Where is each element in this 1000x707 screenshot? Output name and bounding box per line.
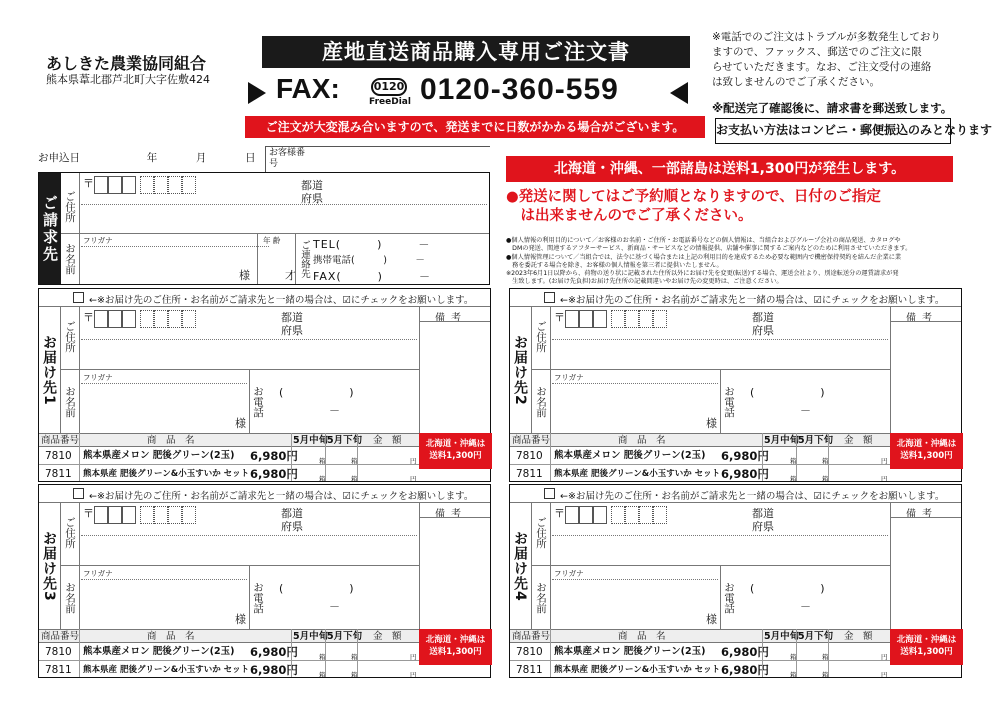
product-row <box>510 465 890 483</box>
product-code: 7811 <box>45 664 72 676</box>
product-row <box>510 447 890 465</box>
amount-unit[interactable]: 円 <box>881 653 888 661</box>
sama-label: 様 <box>235 613 246 626</box>
name-label: お名前 <box>64 243 76 275</box>
qty-unit[interactable]: 箱 <box>319 475 326 483</box>
amount-unit[interactable]: 円 <box>881 475 888 483</box>
phone-label: お電話 <box>723 582 735 614</box>
qty-unit[interactable]: 箱 <box>790 671 797 679</box>
postal-digit[interactable] <box>140 176 154 194</box>
requester-section <box>38 172 490 285</box>
org-name: あしきた農業協同組合 <box>46 54 207 73</box>
phone-dash: － <box>329 404 340 417</box>
product-row <box>510 643 890 661</box>
postal-digit[interactable] <box>653 310 667 328</box>
destination-title: お届け先3 <box>39 503 61 629</box>
product-code: 7810 <box>45 450 72 462</box>
fax-label: FAX: <box>276 73 340 104</box>
requester-title: ご請求先 <box>39 173 61 284</box>
date-month: 月 <box>195 152 207 164</box>
same-as-requester-checkbox[interactable] <box>73 292 84 303</box>
fax-number: 0120-360-559 <box>420 73 619 106</box>
amount-unit[interactable]: 円 <box>881 671 888 679</box>
invoice-notice: ※配送完了確認後に、請求書を郵送致します。 <box>712 101 953 115</box>
fee-line: 北海道・沖縄は <box>425 635 486 645</box>
product-name: 熊本県産メロン 肥後グリーン(2玉) <box>83 450 235 461</box>
same-as-requester-text: ←※お届け先のご住所・お名前がご請求先と一緒の場合は、☑にチェックをお願いします。 <box>89 491 474 502</box>
postal-digit[interactable] <box>625 310 639 328</box>
destination-title: お届け先2 <box>510 307 532 433</box>
qty-unit[interactable]: 箱 <box>319 671 326 679</box>
postal-digit[interactable] <box>154 506 168 524</box>
privacy-line: ●個人情報管理について／当組合では、法令に基づく場合または上記の利用目的を達成するため必要な範囲内で機密保持契約を結んだ企業に業 <box>506 253 902 261</box>
postal-digit[interactable] <box>140 310 154 328</box>
postal-digit[interactable] <box>122 506 136 524</box>
postal-mark: 〒 <box>83 177 94 190</box>
postal-digit[interactable] <box>182 176 196 194</box>
freedial-logo <box>365 78 415 108</box>
fee-line: 北海道・沖縄は <box>425 439 486 449</box>
age-unit: 才 <box>285 269 296 282</box>
name-label: お名前 <box>64 582 76 614</box>
product-row <box>510 661 890 679</box>
phone-label: お電話 <box>252 582 264 614</box>
same-as-requester-text: ←※お届け先のご住所・お名前がご請求先と一緒の場合は、☑にチェックをお願いします。 <box>560 491 945 502</box>
product-table-header <box>39 629 419 643</box>
date-day: 日 <box>245 152 256 164</box>
amount-unit[interactable]: 円 <box>410 653 417 661</box>
remarks-label: 備考 <box>435 509 467 520</box>
postal-digit[interactable] <box>639 506 653 524</box>
product-table-header <box>510 629 890 643</box>
qty-unit[interactable]: 箱 <box>351 457 358 465</box>
fax-field[interactable]: FAX( ) － <box>313 270 431 283</box>
notice-line: は致しませんのでご了承ください。 <box>712 76 880 88</box>
phone-paren[interactable]: ( ) <box>279 386 354 399</box>
sama-label: 様 <box>239 269 250 282</box>
pref-label-2: 府県 <box>301 192 323 205</box>
product-name: 熊本県産 肥後グリーン&小玉すいか セット <box>554 469 721 479</box>
sama-label: 様 <box>706 417 717 430</box>
product-price: 6,980円 <box>250 663 298 677</box>
pref-label: 都道 <box>752 507 774 520</box>
fee-line: 送料1,300円 <box>900 451 953 461</box>
col-name: 商 品 名 <box>618 631 666 642</box>
postal-digit[interactable] <box>611 310 625 328</box>
org-address: 熊本県葦北郡芦北町大字佐敷424 <box>46 73 210 86</box>
col-code: 商品番号 <box>41 631 80 642</box>
sama-label: 様 <box>235 417 246 430</box>
product-price: 6,980円 <box>721 663 769 677</box>
postal-digit[interactable] <box>94 310 108 328</box>
privacy-line: 務を委託する場合を除き、お客様の個人情報を第三者に提供いたしません。 <box>506 261 723 269</box>
notice-line: らせていただきます。なお、ご注文受付の連絡 <box>712 61 932 73</box>
destination-section-3 <box>38 484 491 678</box>
hokkaido-okinawa-fee <box>890 629 963 665</box>
postal-digit[interactable] <box>565 310 579 328</box>
qty-unit[interactable]: 箱 <box>351 475 358 483</box>
phone-paren[interactable]: ( ) <box>750 582 825 595</box>
postal-digit[interactable] <box>182 506 196 524</box>
col-name: 商 品 名 <box>147 631 195 642</box>
pref-label-2: 府県 <box>752 324 774 337</box>
destination-section-4 <box>509 484 962 678</box>
col-amount: 金 額 <box>373 631 402 642</box>
qty-unit[interactable]: 箱 <box>822 475 829 483</box>
col-mid-may: 5月中旬 <box>764 435 800 446</box>
postal-mark: 〒 <box>83 311 94 324</box>
product-name: 熊本県産 肥後グリーン&小玉すいか セット <box>554 665 721 675</box>
hokkaido-okinawa-fee <box>419 433 492 469</box>
col-code: 商品番号 <box>512 435 551 446</box>
pref-label-2: 府県 <box>752 520 774 533</box>
postal-digit[interactable] <box>154 310 168 328</box>
amount-unit[interactable]: 円 <box>881 457 888 465</box>
reservation-warning <box>506 188 966 226</box>
customer-number-field[interactable] <box>265 146 490 172</box>
remarks-label: 備考 <box>435 313 467 324</box>
product-price: 6,980円 <box>250 645 298 659</box>
same-as-requester-text: ←※お届け先のご住所・お名前がご請求先と一緒の場合は、☑にチェックをお願いします。 <box>89 295 474 306</box>
fax-row <box>248 72 688 112</box>
col-late-may: 5月下旬 <box>798 435 834 446</box>
privacy-line: DMの発送、関連するアフターサービス、新商品・サービスなどの情報提供、店舗や催事に関するご案内などのために利用させていただきます。 <box>506 245 912 253</box>
pref-label: 都道 <box>281 311 303 324</box>
privacy-line: ※2023年6月1日以降から、荷物の送り状に記載された住所以外にお届け先を変更(転送)する場合、運送会社より、別途転送分の運賃請求が発 <box>506 270 899 278</box>
shipping-fee-notice: 北海道・沖縄、一部諸島は送料1,300円が発生します。 <box>506 156 953 182</box>
amount-unit[interactable]: 円 <box>410 457 417 465</box>
address-label: ご住所 <box>64 321 76 353</box>
payment-method: お支払い方法はコンビニ・郵便振込のみとなります <box>715 118 951 144</box>
col-late-may: 5月下旬 <box>327 435 363 446</box>
warn-line: は出来ませんのでご了承ください。 <box>506 208 753 224</box>
postal-digit[interactable] <box>579 310 593 328</box>
freedial-mark: 0120 <box>371 78 407 96</box>
furigana-label: フリガナ <box>83 236 113 245</box>
phone-dash: － <box>800 600 811 613</box>
postal-digit[interactable] <box>625 506 639 524</box>
postal-digit[interactable] <box>565 506 579 524</box>
col-mid-may: 5月中旬 <box>764 631 800 642</box>
same-as-requester-text: ←※お届け先のご住所・お名前がご請求先と一緒の場合は、☑にチェックをお願いします。 <box>560 295 945 306</box>
destination-section-1 <box>38 288 491 482</box>
pref-label-2: 府県 <box>281 520 303 533</box>
phone-dash: － <box>800 404 811 417</box>
postal-digit[interactable] <box>108 310 122 328</box>
same-as-requester-checkbox[interactable] <box>73 488 84 499</box>
mobile-field[interactable]: 携帯電話( ) － <box>313 255 425 266</box>
product-price: 6,980円 <box>250 467 298 481</box>
postal-digit[interactable] <box>593 310 607 328</box>
product-price: 6,980円 <box>721 467 769 481</box>
customer-number-label: お客様番号 <box>269 148 306 169</box>
postal-digit[interactable] <box>182 310 196 328</box>
tel-field[interactable]: TEL( ) － <box>313 238 431 251</box>
qty-unit[interactable]: 箱 <box>319 457 326 465</box>
product-name: 熊本県産メロン 肥後グリーン(2玉) <box>83 646 235 657</box>
postal-digit[interactable] <box>94 176 108 194</box>
phone-paren[interactable]: ( ) <box>750 386 825 399</box>
destination-title: お届け先4 <box>510 503 532 629</box>
col-name: 商 品 名 <box>618 435 666 446</box>
col-amount: 金 額 <box>844 631 873 642</box>
hokkaido-okinawa-fee <box>419 629 492 665</box>
product-row <box>39 447 419 465</box>
postal-digit[interactable] <box>94 506 108 524</box>
product-row <box>39 661 419 679</box>
amount-unit[interactable]: 円 <box>410 671 417 679</box>
product-name: 熊本県産メロン 肥後グリーン(2玉) <box>554 450 706 461</box>
col-late-may: 5月下旬 <box>327 631 363 642</box>
product-code: 7810 <box>45 646 72 658</box>
postal-digit[interactable] <box>168 176 182 194</box>
fee-line: 送料1,300円 <box>429 451 482 461</box>
qty-unit[interactable]: 箱 <box>790 475 797 483</box>
same-as-requester-checkbox[interactable] <box>544 292 555 303</box>
qty-unit[interactable]: 箱 <box>790 653 797 661</box>
product-name: 熊本県産 肥後グリーン&小玉すいか セット <box>83 665 250 675</box>
product-row <box>39 643 419 661</box>
postal-digit[interactable] <box>168 310 182 328</box>
qty-unit[interactable]: 箱 <box>822 671 829 679</box>
contact-label: ご連絡先 <box>299 240 310 278</box>
product-name: 熊本県産 肥後グリーン&小玉すいか セット <box>83 469 250 479</box>
postal-digit[interactable] <box>122 310 136 328</box>
notice-line: ※電話でのご注文はトラブルが多数発生しており <box>712 31 941 43</box>
qty-unit[interactable]: 箱 <box>351 653 358 661</box>
product-code: 7811 <box>516 664 543 676</box>
arrow-right-icon <box>248 82 266 104</box>
amount-unit[interactable]: 円 <box>410 475 417 483</box>
phone-label: お電話 <box>723 386 735 418</box>
furigana-label: フリガナ <box>83 569 113 578</box>
furigana-label: フリガナ <box>83 373 113 382</box>
postal-digit[interactable] <box>122 176 136 194</box>
postal-digit[interactable] <box>639 310 653 328</box>
arrow-left-icon <box>670 82 688 104</box>
address-label: ご住所 <box>64 517 76 549</box>
privacy-policy <box>506 237 968 287</box>
product-code: 7811 <box>516 468 543 480</box>
same-as-requester-checkbox[interactable] <box>544 488 555 499</box>
postal-digit[interactable] <box>108 506 122 524</box>
pref-label-2: 府県 <box>281 324 303 337</box>
warn-line: ●発送に関してはご予約順となりますので、日付のご指定 <box>506 189 881 205</box>
date-label: お申込日 <box>38 152 80 164</box>
postal-digit[interactable] <box>653 506 667 524</box>
pref-label: 都道 <box>301 179 323 192</box>
name-label: お名前 <box>535 582 547 614</box>
product-code: 7811 <box>45 468 72 480</box>
phone-dash: － <box>329 600 340 613</box>
qty-unit[interactable]: 箱 <box>790 457 797 465</box>
postal-mark: 〒 <box>554 507 565 520</box>
postal-mark: 〒 <box>554 311 565 324</box>
product-table-header <box>39 433 419 447</box>
furigana-label: フリガナ <box>554 373 584 382</box>
destination-title: お届け先1 <box>39 307 61 433</box>
col-amount: 金 額 <box>373 435 402 446</box>
phone-paren[interactable]: ( ) <box>279 582 354 595</box>
col-amount: 金 額 <box>844 435 873 446</box>
busy-banner: ご注文が大変混み合いますので、発送までに日数がかかる場合がございます。 <box>245 116 705 138</box>
fee-line: 北海道・沖縄は <box>896 635 957 645</box>
product-code: 7810 <box>516 450 543 462</box>
product-row <box>39 465 419 483</box>
fee-line: 送料1,300円 <box>900 647 953 657</box>
remarks-label: 備考 <box>906 313 938 324</box>
product-table-header <box>510 433 890 447</box>
postal-digit[interactable] <box>611 506 625 524</box>
product-price: 6,980円 <box>250 449 298 463</box>
postal-digit[interactable] <box>593 506 607 524</box>
date-year: 年 <box>146 152 158 164</box>
product-price: 6,980円 <box>721 645 769 659</box>
fee-line: 北海道・沖縄は <box>896 439 957 449</box>
name-label: お名前 <box>64 386 76 418</box>
postal-digit[interactable] <box>108 176 122 194</box>
privacy-line: 生致します。(お届け先負担)お届け先住所の記載間違いやお届け先の変更時は、ご注意ください。 <box>506 278 783 286</box>
postal-digit[interactable] <box>140 506 154 524</box>
pref-label: 都道 <box>752 311 774 324</box>
product-price: 6,980円 <box>721 449 769 463</box>
product-code: 7810 <box>516 646 543 658</box>
postal-digit[interactable] <box>168 506 182 524</box>
postal-mark: 〒 <box>83 507 94 520</box>
col-code: 商品番号 <box>512 631 551 642</box>
address-label: ご住所 <box>535 321 547 353</box>
col-name: 商 品 名 <box>147 435 195 446</box>
qty-unit[interactable]: 箱 <box>822 653 829 661</box>
address-label: ご住所 <box>64 190 76 223</box>
pref-label: 都道 <box>281 507 303 520</box>
notice-line: ますので、ファックス、郵送でのご注文に限 <box>712 46 922 58</box>
qty-unit[interactable]: 箱 <box>351 671 358 679</box>
form-title: 産地直送商品購入専用ご注文書 <box>262 36 690 68</box>
qty-unit[interactable]: 箱 <box>319 653 326 661</box>
age-label: 年 齢 <box>263 236 281 245</box>
privacy-line: ●個人情報の利用目的について／お客様のお名前・ご住所・お電話番号などの個人情報は、当組合およびグループ会社の商品発送、カタログや <box>506 237 901 244</box>
freedial-text: FreeDial <box>369 97 411 107</box>
col-mid-may: 5月中旬 <box>293 435 329 446</box>
col-mid-may: 5月中旬 <box>293 631 329 642</box>
phone-label: お電話 <box>252 386 264 418</box>
postal-digit[interactable] <box>154 176 168 194</box>
fee-line: 送料1,300円 <box>429 647 482 657</box>
destination-section-2 <box>509 288 962 482</box>
name-label: お名前 <box>535 386 547 418</box>
postal-digit[interactable] <box>579 506 593 524</box>
address-label: ご住所 <box>535 517 547 549</box>
remarks-label: 備考 <box>906 509 938 520</box>
col-code: 商品番号 <box>41 435 80 446</box>
product-name: 熊本県産メロン 肥後グリーン(2玉) <box>554 646 706 657</box>
application-date <box>38 150 256 165</box>
hokkaido-okinawa-fee <box>890 433 963 469</box>
qty-unit[interactable]: 箱 <box>822 457 829 465</box>
sama-label: 様 <box>706 613 717 626</box>
col-late-may: 5月下旬 <box>798 631 834 642</box>
phone-notice <box>712 30 974 90</box>
furigana-label: フリガナ <box>554 569 584 578</box>
